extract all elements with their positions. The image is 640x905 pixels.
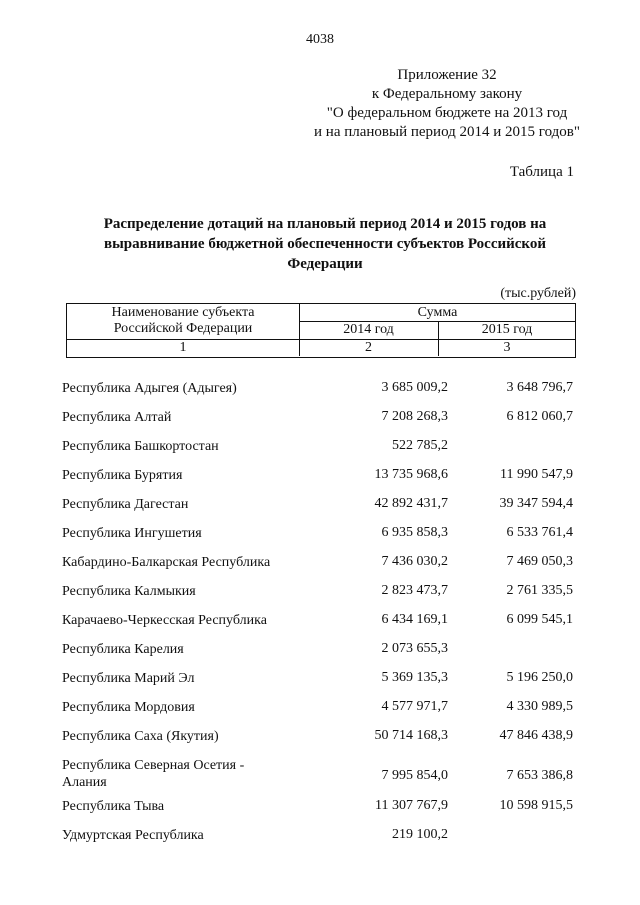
subject-name: Республика Северная Осетия - Алания (62, 758, 245, 790)
amount-2015: 11 990 547,9 (500, 467, 573, 482)
table-row (62, 695, 582, 724)
appendix-line: Приложение 32 (397, 67, 497, 83)
table-label: Таблица 1 (509, 164, 574, 180)
amount-2015: 6 533 761,4 (506, 525, 573, 540)
amount-2015: 7 469 050,3 (506, 554, 573, 569)
amount-2014: 522 785,2 (392, 438, 448, 453)
subject-name: Республика Карелия (62, 642, 184, 657)
title-line: Федерации (287, 256, 363, 272)
amount-2015: 4 330 989,5 (506, 699, 573, 714)
amount-2014: 42 892 431,7 (374, 496, 448, 511)
amount-2015: 10 598 915,5 (499, 798, 573, 813)
subject-name: Республика Калмыкия (62, 584, 196, 599)
amount-2015: 39 347 594,4 (499, 496, 573, 511)
amount-2015: 6 099 545,1 (506, 612, 573, 627)
amount-2015: 6 812 060,7 (506, 409, 573, 424)
table-row (62, 753, 582, 794)
subject-name: Республика Ингушетия (62, 526, 202, 541)
table-row (62, 794, 582, 823)
amount-2014: 6 434 169,1 (381, 612, 448, 627)
amount-2014: 219 100,2 (392, 827, 448, 842)
table-row (62, 405, 582, 434)
header-subject-name (67, 305, 299, 337)
table-row (62, 550, 582, 579)
table-row (62, 434, 582, 463)
units-label: (тыс.рублей) (500, 286, 576, 301)
appendix-reference (314, 66, 580, 142)
title-line: Распределение дотаций на плановый период 2014 и 2015 годов на (103, 216, 547, 232)
table-header (66, 303, 576, 358)
amount-2014: 7 208 268,3 (381, 409, 448, 424)
amount-2014: 5 369 135,3 (381, 670, 448, 685)
appendix-line: к Федеральному закону (371, 86, 523, 102)
amount-2014: 3 685 009,2 (381, 380, 448, 395)
document-title (95, 214, 555, 274)
table-row (62, 666, 582, 695)
appendix-line: "О федеральном бюджете на 2013 год (326, 105, 568, 121)
amount-2014: 6 935 858,3 (381, 525, 448, 540)
amount-2015: 7 653 386,8 (506, 768, 573, 783)
amount-2014: 2 823 473,7 (381, 583, 448, 598)
header-column-number: 1 (179, 340, 187, 355)
subject-name: Республика Алтай (62, 410, 172, 425)
subject-name: Республика Мордовия (62, 700, 195, 715)
subject-name: Республика Дагестан (62, 497, 189, 512)
table-row (62, 521, 582, 550)
header-column-number: 2 (365, 340, 372, 355)
subject-name: Республика Бурятия (62, 468, 183, 483)
amount-2014: 7 436 030,2 (381, 554, 448, 569)
amount-2014: 13 735 968,6 (374, 467, 448, 482)
amount-2014: 4 577 971,7 (381, 699, 448, 714)
table-row (62, 823, 582, 852)
title-line: выравнивание бюджетной обеспеченности субъектов Российской (103, 236, 547, 252)
amount-2015: 3 648 796,7 (506, 380, 573, 395)
amount-2014: 7 995 854,0 (381, 768, 448, 783)
subject-name: Удмуртская Республика (62, 828, 204, 843)
header-2015: 2015 год (481, 322, 533, 337)
table-row (62, 463, 582, 492)
table-body (62, 376, 582, 852)
table-row (62, 579, 582, 608)
header-column-number: 3 (503, 340, 511, 355)
header-sum: Сумма (417, 305, 458, 320)
amount-2014: 50 714 168,3 (374, 728, 448, 743)
page-number: 4038 (306, 32, 334, 47)
amount-2015: 47 846 438,9 (499, 728, 573, 743)
table-row (62, 376, 582, 405)
subject-name: Карачаево-Черкесская Республика (62, 613, 267, 628)
amount-2014: 11 307 767,9 (375, 798, 448, 813)
amount-2015: 5 196 250,0 (506, 670, 573, 685)
table-row (62, 608, 582, 637)
amount-2015: 2 761 335,5 (506, 583, 573, 598)
subject-name: Республика Саха (Якутия) (62, 729, 219, 744)
header-subject-line: Российской Федерации (113, 321, 253, 336)
header-2014: 2014 год (343, 322, 394, 337)
appendix-line: и на плановый период 2014 и 2015 годов" (314, 124, 580, 140)
subject-name: Республика Тыва (62, 799, 165, 814)
subject-name: Республика Адыгея (Адыгея) (62, 381, 237, 396)
table-row (62, 724, 582, 753)
amount-2014: 2 073 655,3 (381, 641, 448, 656)
table-row (62, 492, 582, 521)
subject-name: Кабардино-Балкарская Республика (62, 555, 271, 570)
subject-name: Республика Башкортостан (62, 439, 219, 454)
table-row (62, 637, 582, 666)
header-subject-line: Наименование субъекта (111, 305, 255, 320)
subject-name: Республика Марий Эл (62, 671, 195, 686)
